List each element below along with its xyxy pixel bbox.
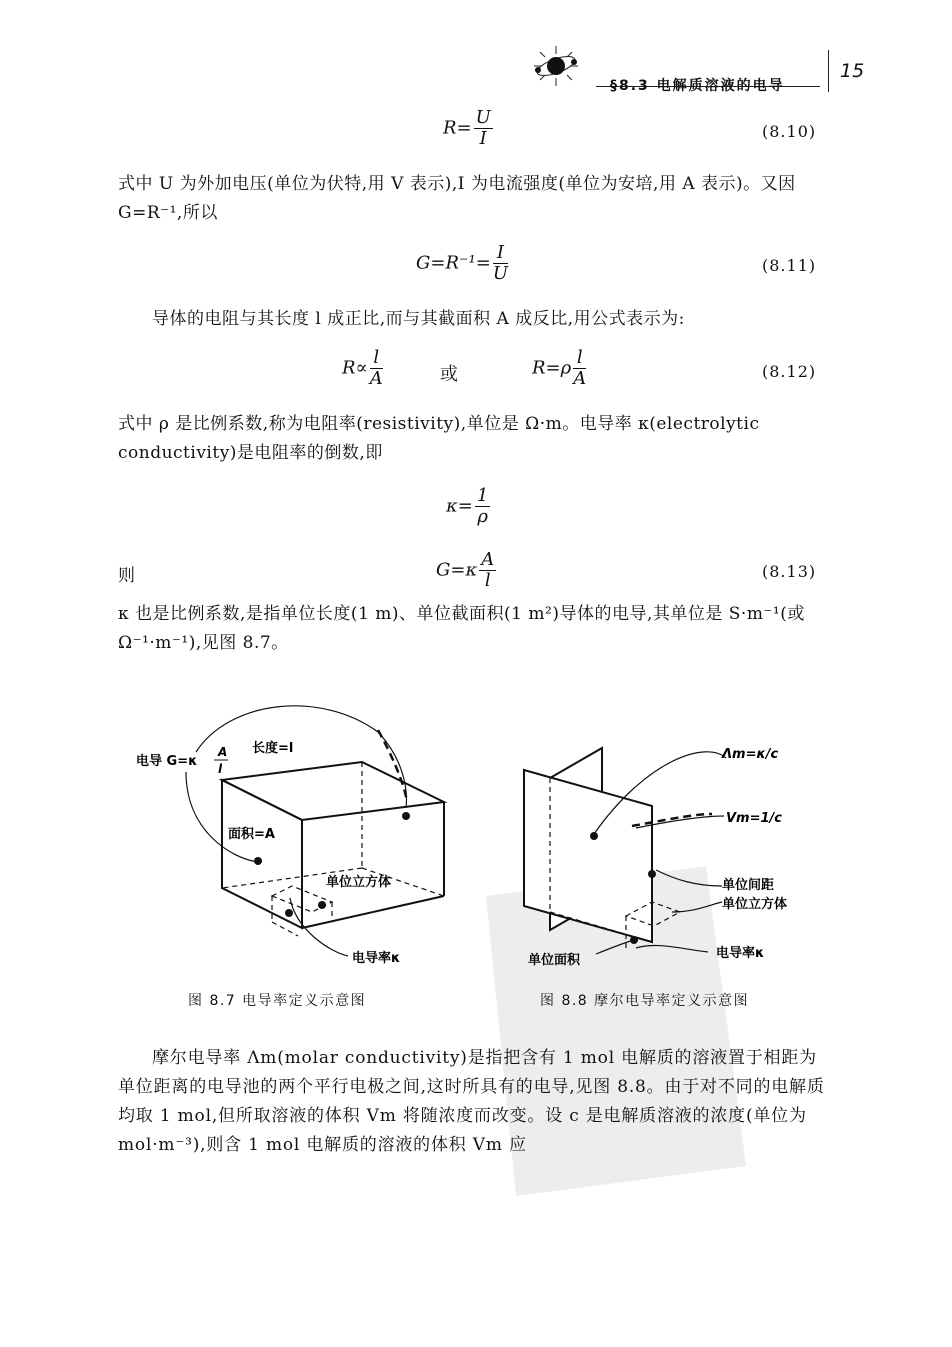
equation-8-10 — [443, 108, 495, 149]
paragraph-1: 式中 U 为外加电压(单位为伏特,用 V 表示),I 为电流强度(单位为安培,用 A 表示)。又因 G=R⁻¹,所以 — [118, 174, 796, 223]
point-marker — [630, 936, 638, 944]
figure-8-8 — [476, 690, 856, 990]
label-area: 面积=A — [228, 827, 275, 842]
point-marker — [285, 909, 293, 917]
label-conductance-denominator: l — [218, 762, 223, 776]
label-length: 长度=l — [252, 741, 294, 756]
label-unit-cube: 单位立方体 — [722, 897, 788, 912]
figure-8-8-caption: 图 8.8 摩尔电导率定义示意图 — [540, 993, 750, 1009]
equation-number: (8.13) — [762, 562, 817, 581]
eq-numerator: l — [370, 348, 383, 369]
eq-numerator: I — [493, 243, 508, 264]
box-solid-edges — [222, 762, 444, 928]
label-molar-volume: Vm=1/c — [726, 811, 782, 826]
or-word: 或 — [440, 364, 458, 385]
eq-lhs: κ= — [446, 495, 473, 517]
point-marker — [318, 901, 326, 909]
eq-denominator: ρ — [477, 506, 488, 527]
paragraph-3: 式中 ρ 是比例系数,称为电阻率(resistivity),单位是 Ω·m。电导率 κ(electrolytic conductivity)是电阻率的倒数,即 — [118, 414, 760, 463]
eq-denominator: A — [573, 368, 587, 389]
equation-8-12-left — [342, 348, 385, 389]
eq-denominator: I — [479, 128, 487, 149]
eq-denominator: A — [369, 368, 383, 389]
eq-numerator: l — [573, 348, 586, 369]
label-unit-distance: 单位间距 — [722, 878, 775, 893]
label-unit-cube: 单位立方体 — [326, 875, 392, 890]
header-divider — [828, 50, 829, 92]
equation-number: (8.10) — [762, 122, 817, 141]
point-marker — [254, 857, 262, 865]
electrode-plates — [524, 748, 652, 942]
equation-number: (8.12) — [762, 362, 817, 381]
leader-lines — [186, 706, 406, 956]
label-conductance: 电导 G=κ — [136, 754, 198, 769]
eq-lhs: R=ρ — [532, 357, 572, 379]
eq-lhs: R∝ — [342, 357, 368, 379]
label-conductance-numerator: A — [218, 745, 228, 759]
label-kappa: 电导率κ — [716, 946, 765, 961]
label-kappa: 电导率κ — [352, 951, 401, 966]
point-marker — [648, 870, 656, 878]
eq-denominator: U — [492, 263, 508, 284]
figure-8-7-caption: 图 8.7 电导率定义示意图 — [188, 993, 367, 1009]
label-molar-conductivity: Λm=κ/c — [722, 747, 779, 762]
point-marker — [402, 812, 410, 820]
equation-8-12-right — [532, 348, 588, 389]
paragraph-5: 摩尔电导率 Λm(molar conductivity)是指把含有 1 mol 电解质的溶液置于相距为单位距离的电导池的两个平行电极之间,这时所具有的电导,见图 8.8。由于对不同的电解质均取 1 mol,但所取溶液的体积 Vm 将随浓度而改变。设 c 是电解质溶液的浓度(单位为 mol·m⁻³),则含 1 mol 电解质的溶液的体积 Vm 应 — [118, 1048, 825, 1155]
paragraph-2: 导体的电阻与其长度 l 成正比,而与其截面积 A 成反比,用公式表示为: — [152, 309, 685, 329]
equation-number: (8.11) — [762, 256, 817, 275]
eq-lhs: G=κ — [436, 559, 478, 581]
page-number: 15 — [840, 60, 865, 82]
eq-lhs: R= — [443, 117, 472, 139]
box-hidden-edges — [222, 762, 444, 936]
section-title: §8.3 电解质溶液的电导 — [610, 78, 785, 94]
point-marker — [590, 832, 598, 840]
label-unit-area: 单位面积 — [528, 953, 581, 968]
equation-8-11 — [416, 243, 510, 284]
equation-8-13 — [436, 550, 498, 591]
eq-lhs: G=R⁻¹= — [416, 252, 491, 274]
equation-kappa — [446, 486, 492, 527]
eq-numerator: A — [481, 549, 495, 570]
eq-numerator: U — [475, 107, 491, 128]
paragraph-4: κ 也是比例系数,是指单位长度(1 m)、单位截面积(1 m²)导体的电导,其单位是 S·m⁻¹(或 Ω⁻¹·m⁻¹),见图 8.7。 — [118, 604, 805, 653]
then-word: 则 — [118, 566, 135, 586]
figure-8-7 — [0, 690, 476, 990]
atom-logo-icon — [528, 44, 584, 88]
eq-numerator: 1 — [476, 485, 489, 506]
eq-denominator: l — [484, 570, 491, 591]
